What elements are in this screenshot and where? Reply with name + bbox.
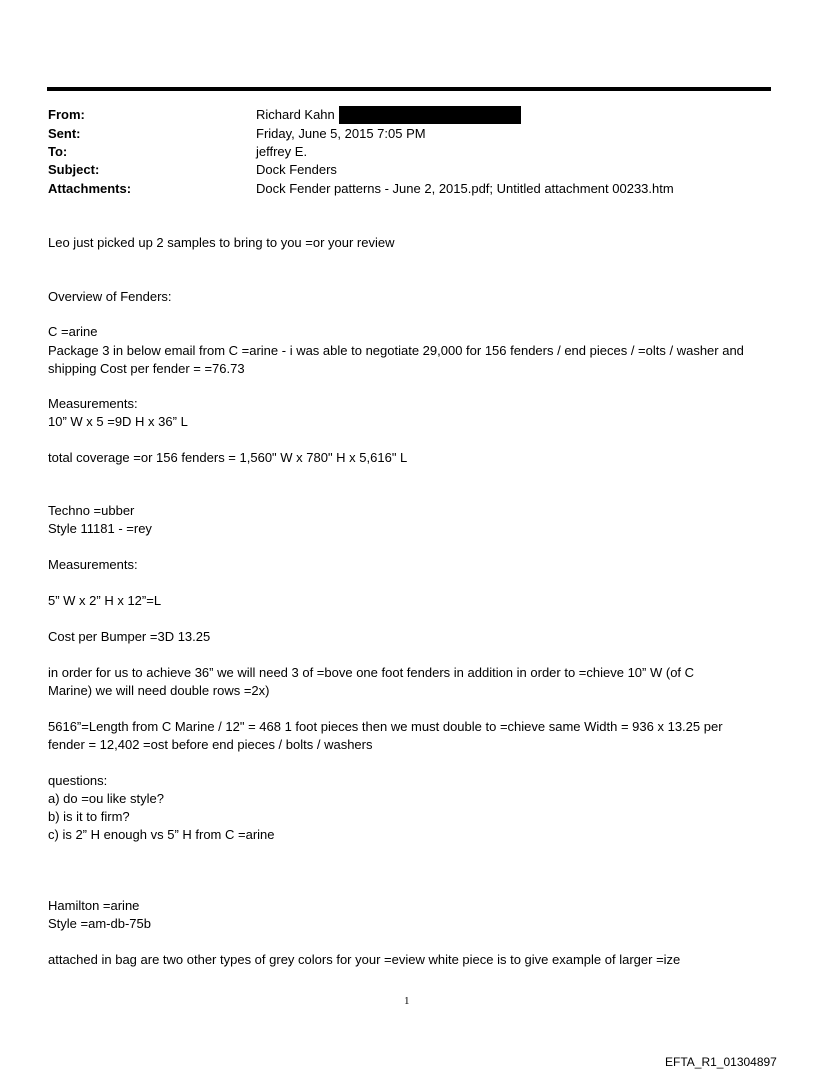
subject-label: Subject: (48, 162, 100, 177)
body-line: Style =am-db-75b (48, 916, 151, 931)
sent-label: Sent: (48, 126, 81, 141)
from-name: Richard Kahn (256, 107, 335, 122)
body-line: Cost per Bumper =3D 13.25 (48, 629, 211, 644)
body-line: 5616”=Length from C Marine / 12" = 468 1 foot pieces then we must double to =chieve same Width = 936 x 13.25 per (48, 719, 723, 734)
body-line: in order for us to achieve 36” we will need 3 of =bove one foot fenders in addition in order to =chieve 10” W (of C (48, 665, 695, 680)
body-line: fender = 12,402 =ost before end pieces / bolts / washers (48, 737, 373, 752)
body-line: 10” W x 5 =9D H x 36” L (48, 414, 188, 429)
from-value (256, 106, 521, 124)
body-line: Hamilton =arine (48, 898, 140, 913)
body-line: Marine) we will need double rows =2x) (48, 683, 270, 698)
body-line: C =arine (48, 324, 98, 339)
body-line: attached in bag are two other types of grey colors for your =eview white piece is to give example of larger =ize (48, 952, 681, 967)
body-line: 5” W x 2” H x 12”=L (48, 593, 162, 608)
sent-value: Friday, June 5, 2015 7:05 PM (256, 126, 426, 141)
page-number: 1 (404, 995, 410, 1007)
header-divider (47, 87, 771, 91)
body-line: Package 3 in below email from C =arine - i was able to negotiate 29,000 for 156 fenders / end pieces / =olts / washer and (48, 343, 744, 358)
body-line: questions: (48, 773, 108, 788)
redaction-bar (339, 106, 521, 124)
body-line: shipping Cost per fender = =76.73 (48, 361, 245, 376)
body-line: c) is 2” H enough vs 5” H from C =arine (48, 827, 275, 842)
attachments-value: Dock Fender patterns - June 2, 2015.pdf; Untitled attachment 00233.htm (256, 181, 674, 196)
document-id: EFTA_R1_01304897 (665, 1055, 777, 1069)
body-line: Leo just picked up 2 samples to bring to you =or your review (48, 235, 395, 250)
body-line: total coverage =or 156 fenders = 1,560" W x 780" H x 5,616" L (48, 450, 408, 465)
body-line: Overview of Fenders: (48, 289, 172, 304)
from-label: From: (48, 107, 85, 122)
attachments-label: Attachments: (48, 181, 132, 196)
body-line: Techno =ubber (48, 503, 135, 518)
body-line: b) is it to firm? (48, 809, 130, 824)
to-value: jeffrey E. (256, 144, 308, 159)
body-line: Measurements: (48, 396, 138, 411)
body-line: Style 11181 - =rey (48, 521, 152, 536)
body-line: Measurements: (48, 557, 138, 572)
subject-value: Dock Fenders (256, 162, 337, 177)
body-line: a) do =ou like style? (48, 791, 164, 806)
to-label: To: (48, 144, 68, 159)
